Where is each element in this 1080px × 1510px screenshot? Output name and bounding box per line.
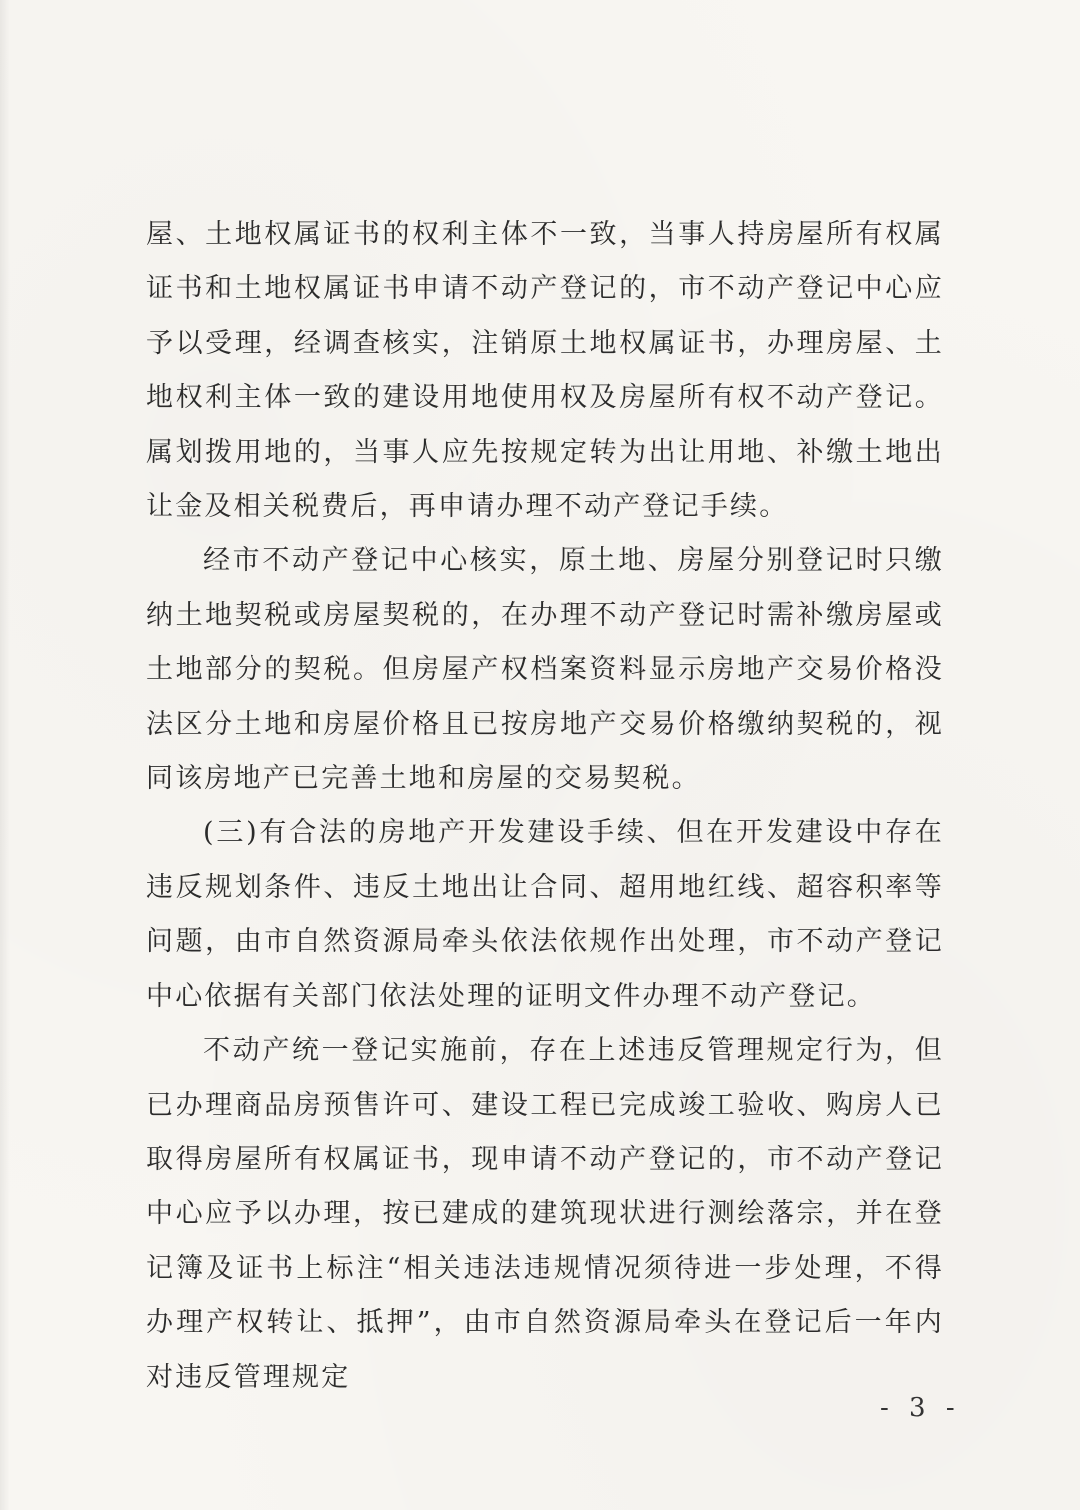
paragraph-4: 不动产统一登记实施前，存在上述违反管理规定行为，但已办理商品房预售许可、建设工程已完成竣工验收、购房人已取得房屋所有权属证书，现申请不动产登记的，市不动产登记中心应予以办理，按已建成的建筑现状进行测绘落宗，并在登记簿及证书上标注“相关违法违规情况须待进一步处理，不得办理产权转让、抵押”，由市自然资源局牵头在登记后一年内对违反管理规定: [146, 1035, 944, 1393]
paragraph-2: 经市不动产登记中心核实，原土地、房屋分别登记时只缴纳土地契税或房屋契税的，在办理不动产登记时需补缴房屋或土地部分的契税。但房屋产权档案资料显示房地产交易价格没法区分土地和房屋价格且已按房地产交易价格缴纳契税的，视同该房地产已完善土地和房屋的交易契税。: [146, 545, 944, 795]
document-body: [146, 208, 944, 1405]
scan-edge-shadow: [0, 0, 10, 1510]
paragraph-3: (三)有合法的房地产开发建设手续、但在开发建设中存在违反规划条件、违反土地出让合同、超用地红线、超容积率等问题，由市自然资源局牵头依法依规作出处理，市不动产登记中心依据有关部门依法处理的证明文件办理不动产登记。: [146, 817, 944, 1012]
paragraph-1: 屋、土地权属证书的权利主体不一致，当事人持房屋所有权属证书和土地权属证书申请不动产登记的，市不动产登记中心应予以受理，经调查核实，注销原土地权属证书，办理房屋、土地权利主体一致的建设用地使用权及房屋所有权不动产登记。属划拨用地的，当事人应先按规定转为出让用地、补缴土地出让金及相关税费后，再申请办理不动产登记手续。: [146, 219, 944, 523]
page-number: - 3 -: [880, 1393, 961, 1423]
